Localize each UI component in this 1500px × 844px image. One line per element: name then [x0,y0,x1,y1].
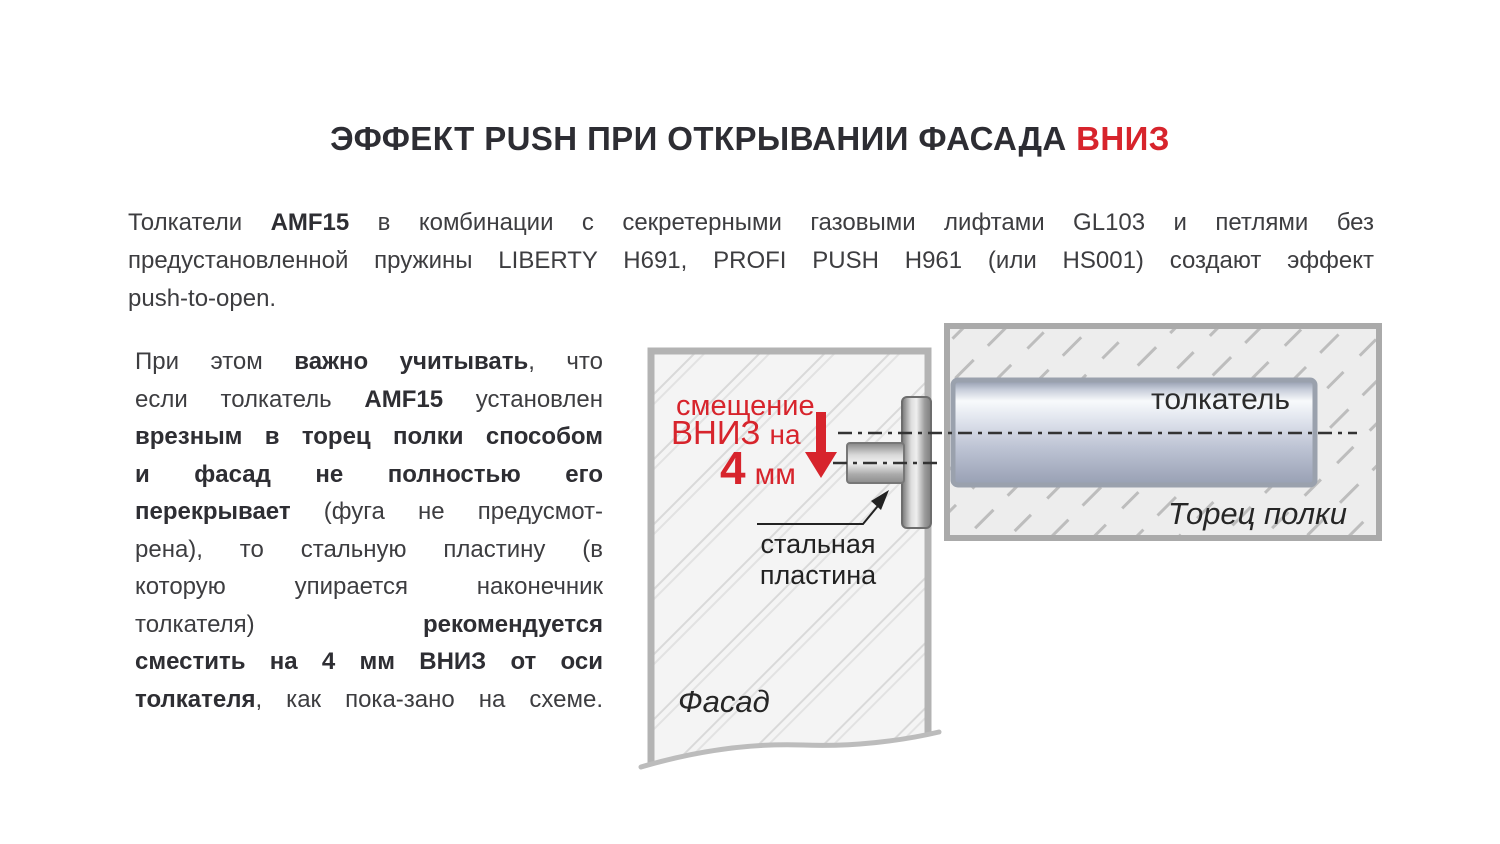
steel-plate-label-line1: стальная [760,529,876,559]
text-line: рена), то стальную пластину (в [135,535,603,563]
pusher-label: толкатель [1151,383,1290,416]
text-line: толкателя, как пока-зано на схеме. [135,685,603,713]
text-line: предустановленной пружины LIBERTY H691, PROFI PUSH H961 (или HS001) создают эффект [128,247,1374,274]
page-title-main: ЭФФЕКТ PUSH ПРИ ОТКРЫВАНИИ ФАСАДА [330,120,1077,157]
page-title-accent: ВНИЗ [1076,120,1170,157]
offset-callout-line1: смещение [676,390,815,422]
offset-callout-line2: ВНИЗ на [671,414,801,451]
steel-plate-label-line2: пластина [759,560,877,590]
text-line: толкателя) рекомендуется [135,610,603,638]
text-line: которую упирается наконечник [135,573,603,600]
text-line: Толкатели AMF15 в комбинации с секретерными газовыми лифтами GL103 и петлями без [128,209,1374,236]
shelf-end-label: Торец полки [1168,496,1347,531]
text-line: push-to-open. [128,285,277,312]
facade-label: Фасад [678,684,770,719]
offset-callout-value: 4 мм [720,442,796,494]
text-line: врезным в торец полки способом [135,423,603,450]
text-line: перекрывает (фуга не предусмот- [135,498,603,525]
text-line: сместить на 4 мм ВНИЗ от оси [135,648,603,675]
text-line: если толкатель AMF15 установлен [135,385,603,413]
text-line: При этом важно учитывать, что [135,348,603,375]
text-line: и фасад не полностью его [135,460,603,488]
